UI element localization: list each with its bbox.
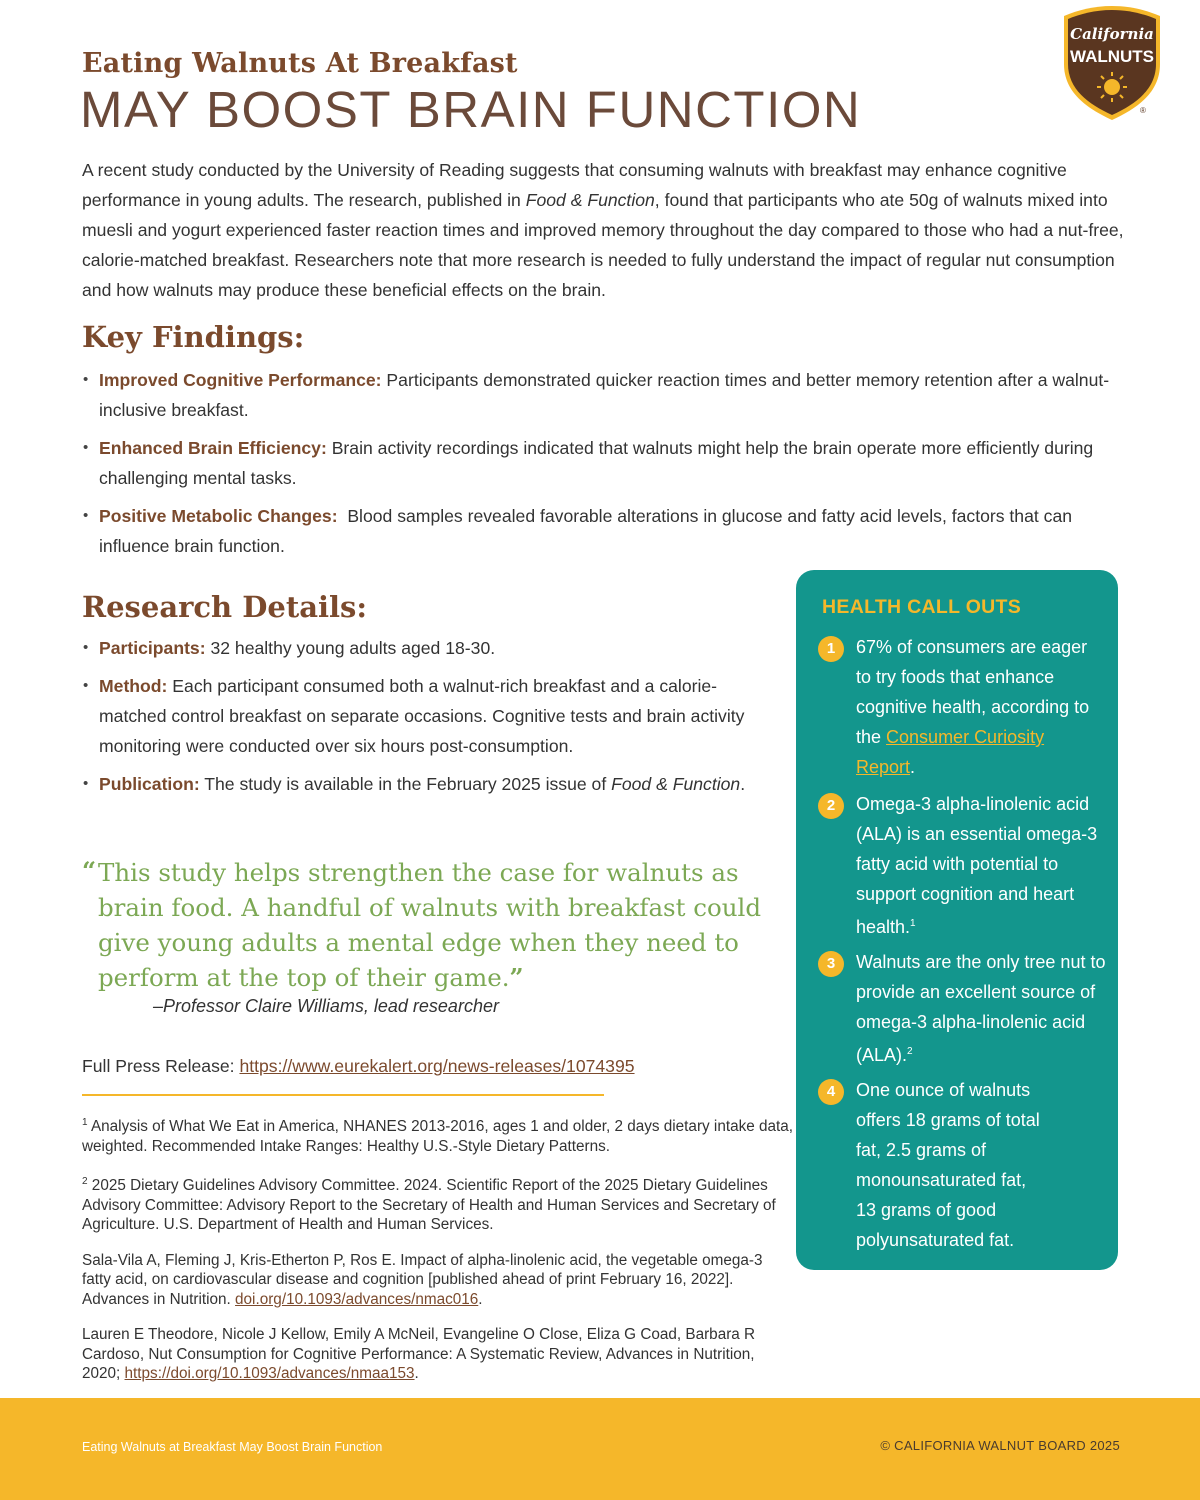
press-release-link[interactable]: https://www.eurekalert.org/news-releases/1074395 [239,1056,635,1076]
research-details-heading: Research Details: [82,590,368,624]
reference-1: $^1$ Analysis of What We Eat in America, NHANES 2013-2016, ages 1 and older, 2 days dietary intake data, weighted. Recommended Intake Ranges: Healthy U.S.-Style Dietary Patterns. [82,1117,794,1155]
key-findings-list [82,365,1112,569]
divider [82,1094,604,1096]
reference-4: Lauren E Theodore, Nicole J Kellow, Emily A McNeil, Evangeline O Close, Eliza G Coad, Barbara R Cardoso, Nut Consumption for Cognitive Performance: A Systematic Review, Advances in Nutrition, 2020; https://doi.org/10.1093/advances/nmaa153. [82,1326,756,1383]
callout-title: HEALTH CALL OUTS [822,596,1022,618]
number-badge: 4 [818,1079,844,1105]
number-badge: 3 [818,951,844,977]
page-title: MAY BOOST BRAIN FUNCTION [80,81,862,138]
list-item: • Method: Each participant consumed both a walnut-rich breakfast and a calorie-matched control breakfast on separate occasions. Cognitive tests and brain activity monitoring were conducted over six hours post-consumption. [82,671,782,761]
health-callouts-box: HEALTH CALL OUTS 1 67% of consumers are eager to try foods that enhance cognitive health, according to the Consumer Curiosity Report. 2 Omega-3 alpha-linolenic acid (ALA) is an essential omega-3 fatty acid with potential to support cognition and heart health.$^1$ 3 Walnuts are the only tree nut to provide an excellent source of omega-3 alpha-linolenic acid (ALA).$^2$ 4 One ounce of walnuts offers 18 grams of total fat, 2.5 grams of monounsaturated fat, 13 grams of good polyunsaturated fat. [796,570,1118,1270]
page-subtitle: Eating Walnuts At Breakfast [82,48,518,79]
quote-close-mark: ” [509,963,524,992]
california-walnuts-logo[interactable] [1056,2,1168,122]
list-item: • Participants: 32 healthy young adults aged 18-30. [82,633,782,663]
researcher-quote [82,855,782,995]
logo-line1: California [1070,25,1154,43]
key-findings-heading: Key Findings: [82,320,305,354]
footer-title: Eating Walnuts at Breakfast May Boost Brain Function [82,1440,383,1454]
press-release: Full Press Release: https://www.eurekalert.org/news-releases/1074395 [82,1056,635,1076]
list-item: • Publication: The study is available in the February 2025 issue of Food & Function. [82,769,782,799]
research-details-list [82,633,782,807]
references [82,1113,794,1400]
quote-open-mark: “ [82,856,97,885]
number-badge: 2 [818,793,844,819]
reference-4-link[interactable]: https://doi.org/10.1093/advances/nmaa153 [124,1365,415,1383]
reference-3-link[interactable]: doi.org/10.1093/advances/nmac016 [235,1290,479,1308]
consumer-curiosity-report-link[interactable]: Consumer Curiosity Report [856,727,1045,777]
quote-text: This study helps strengthen the case for walnuts as brain food. A handful of walnuts with breakfast could give young adults a mental edge when they need to perform at the top of their game. [98,858,762,992]
registered-mark: ® [1140,106,1146,115]
intro-paragraph: A recent study conducted by the University of Reading suggests that consuming walnuts with breakfast may enhance cognitive performance in young adults. The research, published in Food & Function, found that participants who ate 50g of walnuts mixed into muesli and yogurt experienced faster reaction times and improved memory throughout the day compared to those who had a nut-free, calorie-matched breakfast. Researchers note that more research is needed to fully understand the impact of regular nut consumption and how walnuts may produce these beneficial effects on the brain. [82,160,1124,300]
journal-name: Food & Function [525,190,655,210]
list-item: • Enhanced Brain Efficiency: Brain activity recordings indicated that walnuts might help the brain operate more efficiently during challenging mental tasks. [82,433,1112,493]
number-badge: 1 [818,636,844,662]
quote-attribution: –Professor Claire Williams, lead researcher [153,996,499,1016]
footer-copyright: © CALIFORNIA WALNUT BOARD 2025 [880,1438,1120,1453]
logo-line2: WALNUTS [1069,47,1155,66]
reference-2: $^2$ 2025 Dietary Guidelines Advisory Committee. 2024. Scientific Report of the 2025 Dietary Guidelines Advisory Committee: Advisory Report to the Secretary of Health and Human Services and Secretary of Agriculture. U.S. Department of Health and Human Services. [82,1176,776,1234]
footer-bar [0,1398,1200,1500]
list-item: • Positive Metabolic Changes: Blood samples revealed favorable alterations in glucose and fatty acid levels, factors that can influence brain function. [82,501,1112,561]
reference-3: Sala-Vila A, Fleming J, Kris-Etherton P, Ros E. Impact of alpha-linolenic acid, the vegetable omega-3 fatty acid, on cardiovascular disease and cognition [published ahead of print February 16, 2022]. Advances in Nutrition. doi.org/10.1093/advances/nmac016. [82,1251,763,1308]
list-item: • Improved Cognitive Performance: Participants demonstrated quicker reaction times and better memory retention after a walnut-inclusive breakfast. [82,365,1112,425]
